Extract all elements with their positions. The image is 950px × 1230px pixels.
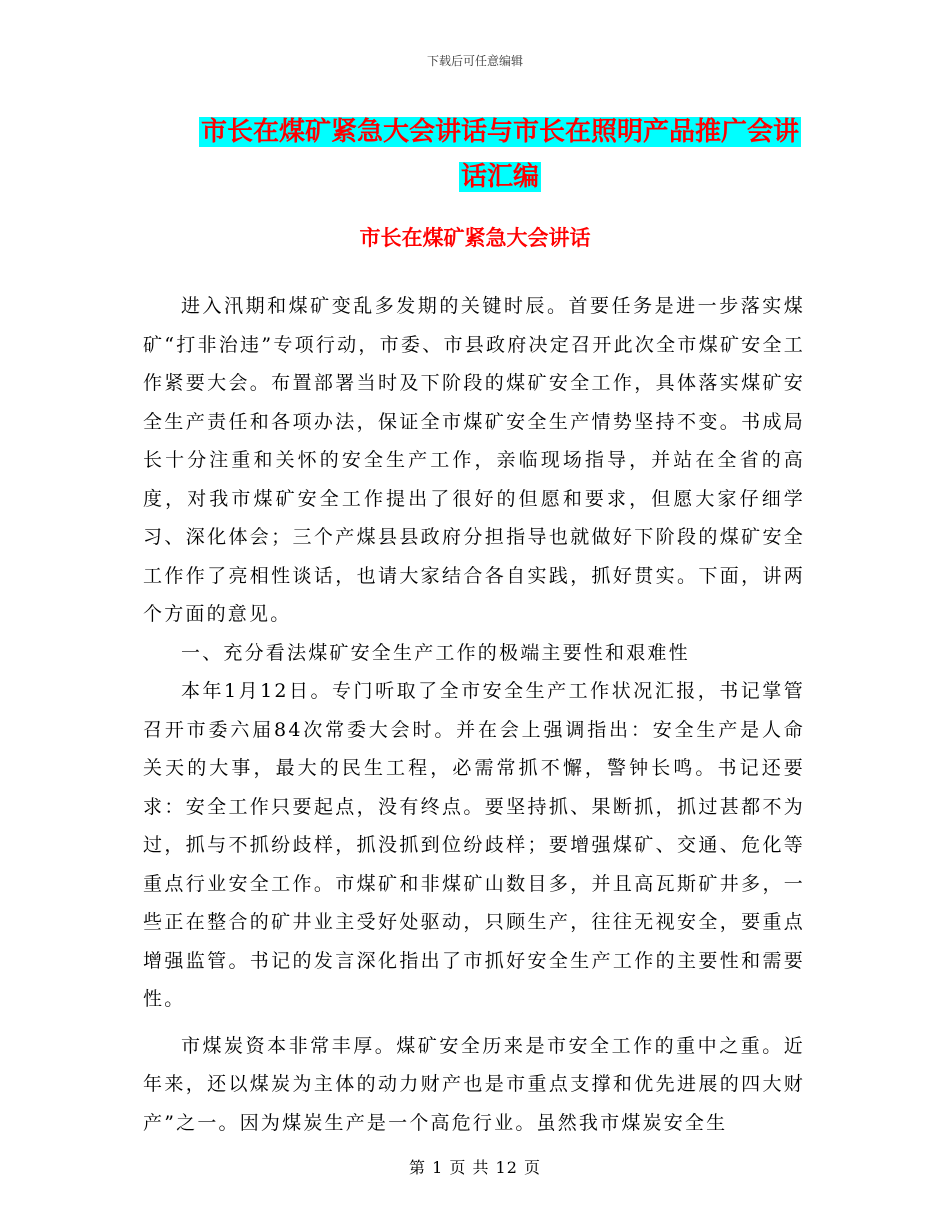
document-title-line-2: 话汇编: [460, 162, 539, 192]
paragraph-intro: 进入汛期和煤矿变乱多发期的关键时辰。首要任务是进一步落实煤矿“打非治违”专项行动，市委、市县政府决定召开此次全市煤矿安全工作紧要大会。布置部署当时及下阶段的煤矿安全工作，具体落实煤矿安全生产责任和各项办法，保证全市煤矿安全生产情势坚持不变。书成局长十分注重和关怀的安全生产工作，亲临现场指导，并站在全省的高度，对我市煤矿安全工作提出了很好的但愿和要求，但愿大家仔细学习、深化体会；三个产煤县县政府分担指导也就做好下阶段的煤矿安全工作作了亮相性谈话，也请大家结合各自实践，抓好贯实。下面，讲两个方面的意见。: [143, 295, 805, 625]
page-number-footer: 第 1 页 共 12 页: [409, 1158, 541, 1177]
document-body: [143, 287, 805, 1142]
paragraph-coal-resources: 市煤炭资本非常丰厚。煤矿安全历来是市安全工作的重中之重。近年来，还以煤炭为主体的动力财产也是市重点支撑和优先进展的四大财产”之一。因为煤炭生产是一个高危行业。虽然我市煤炭安全生: [143, 1034, 805, 1134]
paragraph-heading-one: 一、充分看法煤矿安全生产工作的极端主要性和艰难性: [181, 641, 690, 664]
section-title: 市长在煤矿紧急大会讲话: [359, 226, 591, 250]
document-title: [140, 110, 860, 200]
document-title-line-1: 市长在煤矿紧急大会讲话与市长在照明产品推广会讲: [200, 117, 799, 147]
paragraph-meeting: 本年1月12日。专门听取了全市安全生产工作状况汇报，书记掌管召开市委六届84次常委大会时。并在会上强调指出：安全生产是人命关天的大事，最大的民生工程，必需常抓不懈，警钟长鸣。书记还要求：安全工作只要起点，没有终点。要坚持抓、果断抓，抓过甚都不为过，抓与不抓纷歧样，抓没抓到位纷歧样；要增强煤矿、交通、危化等重点行业安全工作。市煤矿和非煤矿山数目多，并且高瓦斯矿井多，一些正在整合的矿井业主受好处驱动，只顾生产，往往无视安全，要重点增强监管。书记的发言深化指出了市抓好安全生产工作的主要性和需要性。: [143, 680, 805, 1010]
page-header-note: 下载后可任意编辑: [426, 54, 523, 68]
